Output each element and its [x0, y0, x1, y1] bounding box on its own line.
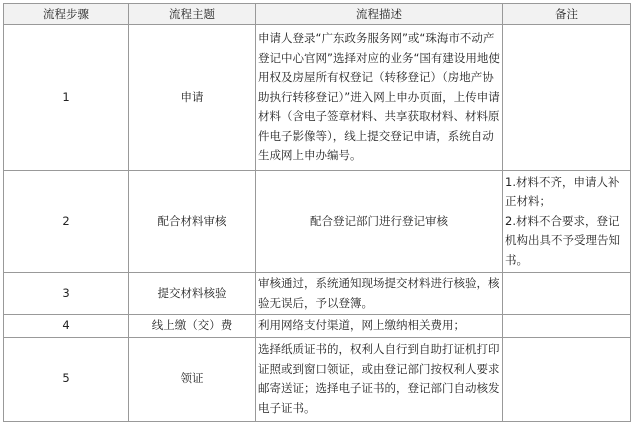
header-row — [4, 4, 631, 25]
notes-cell — [503, 337, 631, 421]
notes-list — [505, 173, 628, 271]
header-notes: 备注 — [503, 4, 631, 25]
notes-cell — [503, 171, 631, 273]
header-description: 流程描述 — [256, 4, 503, 25]
table-body — [4, 25, 631, 422]
step-cell: 2 — [4, 171, 129, 273]
topic-cell: 提交材料核验 — [129, 273, 256, 315]
table-row — [4, 25, 631, 171]
description-cell: 审核通过，系统通知现场提交材料进行核验，核验无误后，予以登簿。 — [256, 273, 503, 315]
topic-cell: 配合材料审核 — [129, 171, 256, 273]
topic-cell: 申请 — [129, 25, 256, 171]
table-header — [4, 4, 631, 25]
table-row — [4, 171, 631, 273]
process-table — [3, 3, 631, 422]
note-item: 1.材料不齐，申请人补正材料； — [505, 174, 620, 209]
notes-cell — [503, 273, 631, 315]
header-step: 流程步骤 — [4, 4, 129, 25]
notes-cell — [503, 25, 631, 171]
step-cell: 5 — [4, 337, 129, 421]
note-item: 2.材料不合要求，登记机构出具不予受理告知书。 — [505, 213, 620, 267]
notes-cell — [503, 315, 631, 338]
topic-cell: 领证 — [129, 337, 256, 421]
table-row — [4, 273, 631, 315]
table-row — [4, 337, 631, 421]
step-cell: 1 — [4, 25, 129, 171]
description-cell: 选择纸质证书的，权利人自行到自助打证机打印证照或到窗口领证，或由登记部门按权利人要求邮寄送证；选择电子证书的，登记部门自动核发电子证书。 — [256, 337, 503, 421]
step-cell: 4 — [4, 315, 129, 338]
topic-cell: 线上缴（交）费 — [129, 315, 256, 338]
table-row — [4, 315, 631, 338]
header-topic: 流程主题 — [129, 4, 256, 25]
step-cell: 3 — [4, 273, 129, 315]
description-cell: 申请人登录“广东政务服务网”或“珠海市不动产登记中心官网”选择对应的业务“国有建设用地使用权及房屋所有权登记（转移登记）（房地产协助执行转移登记）”进入网上申办页面，上传申请材料（含电子签章材料、共享获取材料、材料原件电子影像等），线上提交登记申请，系统自动生成网上申办编号。 — [256, 25, 503, 171]
description-cell: 利用网络支付渠道，网上缴纳相关费用； — [256, 315, 503, 338]
description-cell: 配合登记部门进行登记审核 — [256, 171, 503, 273]
